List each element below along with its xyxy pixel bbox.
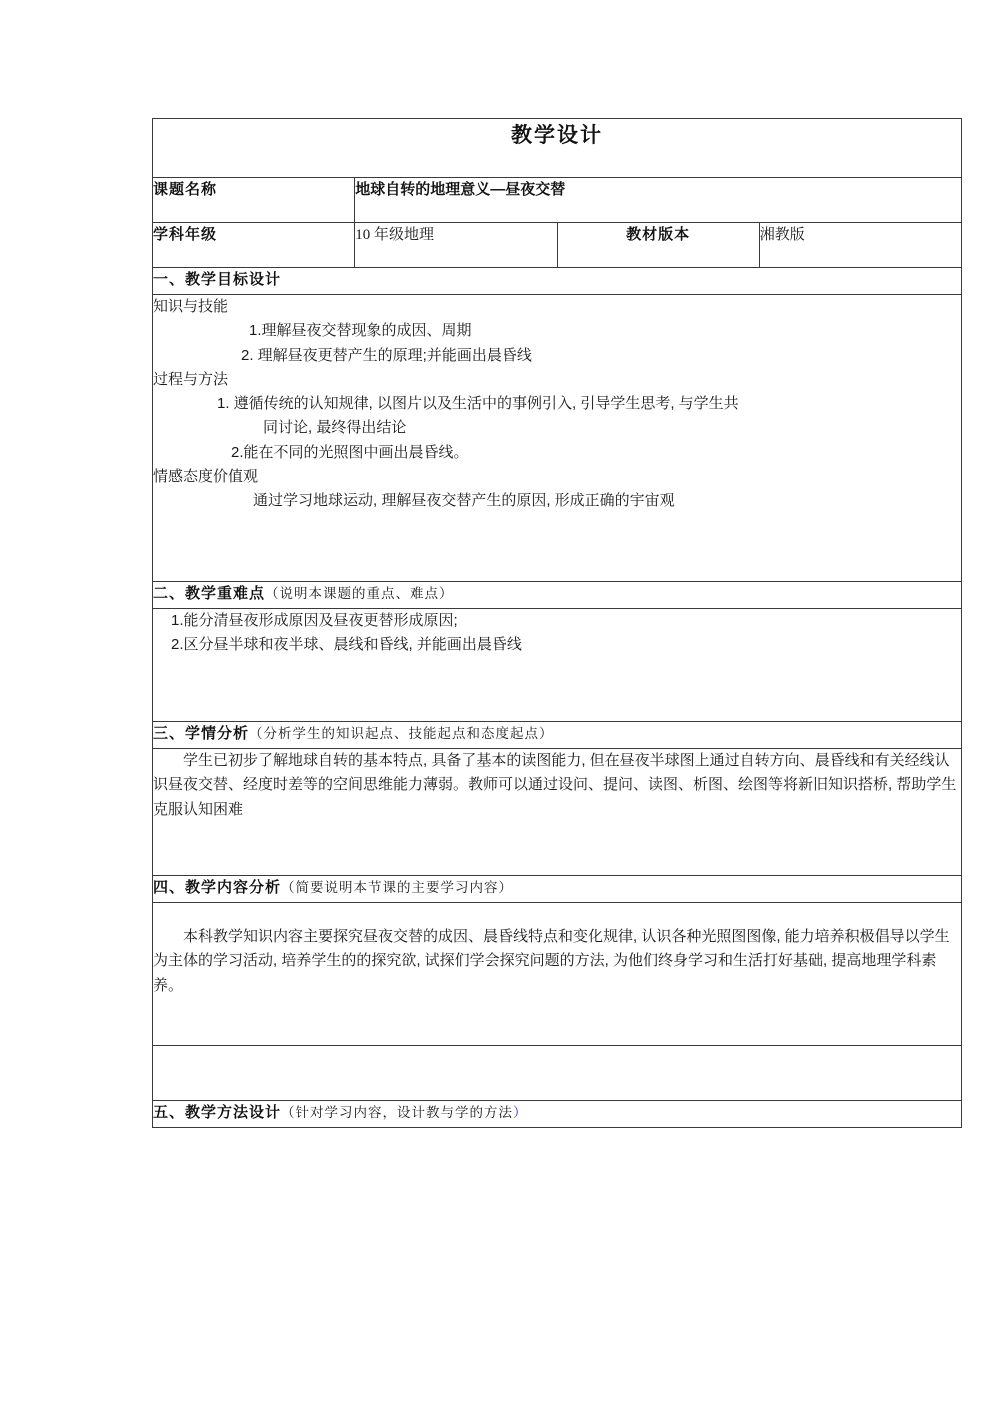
table-row bbox=[153, 295, 962, 582]
topic-label-cell bbox=[153, 178, 355, 223]
section-heading-text: 一、教学目标设计 bbox=[153, 271, 282, 288]
textbook-label: 教材版本 bbox=[626, 226, 691, 243]
lesson-plan-table bbox=[152, 118, 962, 1128]
section-heading-student-analysis bbox=[153, 722, 962, 749]
objectives-item-continued: 同讨论, 最终得出结论 bbox=[263, 419, 407, 437]
table-row bbox=[153, 582, 962, 609]
table-row bbox=[153, 178, 962, 223]
topic-value: 地球自转的地理意义—昼夜交替 bbox=[355, 181, 566, 198]
grade-value: 10 年级地理 bbox=[355, 227, 435, 243]
grade-label: 学科年级 bbox=[153, 226, 218, 243]
section-heading-note: （简要说明本节课的主要学习内容） bbox=[281, 880, 514, 895]
key-point-line: 1.能分清昼夜形成原因及昼夜更替形成原因; bbox=[171, 612, 458, 629]
table-row bbox=[153, 722, 962, 749]
section-heading-note-open: （针对学习内容，设计教与学的方法 bbox=[281, 1105, 514, 1120]
key-point-line: 2.区分昼半球和夜半球、晨线和昏线, 并能画出晨昏线 bbox=[171, 636, 522, 654]
page-title: 教学设计 bbox=[511, 124, 603, 147]
objectives-item: 1. 遵循传统的认知规律, 以图片以及生活中的事例引入, 引导学生思考, 与学生共 bbox=[217, 395, 739, 413]
student-analysis-paragraph: 学生已初步了解地球自转的基本特点, 具备了基本的读图能力, 但在昼夜半球图上通过自转方向、晨昏线和有关经线认识昼夜交替、经度时差等的空间思维能力薄弱。教师可以通过设问、提问、读图、析图、绘图等将新旧知识搭桥, 帮助学生克服认知困难 bbox=[153, 752, 957, 818]
topic-label: 课题名称 bbox=[153, 181, 218, 198]
textbook-value: 湘教版 bbox=[759, 227, 805, 243]
section-heading-content-analysis bbox=[153, 876, 962, 903]
objectives-subhead-attitude: 情感态度价值观 bbox=[153, 468, 259, 486]
objectives-item: 2. 理解昼夜更替产生的原理;并能画出晨昏线 bbox=[241, 346, 532, 364]
section-heading-text: 三、学情分析 bbox=[153, 725, 250, 742]
student-analysis-body bbox=[153, 749, 962, 876]
section-heading-key-points bbox=[153, 582, 962, 609]
objectives-subhead-knowledge: 知识与技能 bbox=[153, 298, 229, 315]
spacer bbox=[153, 903, 961, 925]
objectives-body bbox=[153, 295, 962, 582]
table-row bbox=[153, 119, 962, 178]
table-row bbox=[153, 749, 962, 876]
key-points-body bbox=[153, 609, 962, 722]
content-analysis-paragraph: 本科教学知识内容主要探究昼夜交替的成因、晨昏线特点和变化规律, 认识各种光照图图像, 能力培养积极倡导以学生为主体的学习活动, 培养学生的的探究欲, 试探们学会探究问题的方法, 为他们终身学习和生活打好基础, 提高地理学科素养。 bbox=[153, 928, 950, 994]
objectives-item: 2.能在不同的光照图中画出晨昏线。 bbox=[231, 443, 469, 461]
objectives-subhead-process: 过程与方法 bbox=[153, 370, 229, 388]
title-cell bbox=[153, 119, 962, 178]
section-heading-text: 五、教学方法设计 bbox=[153, 1104, 282, 1121]
table-row bbox=[153, 876, 962, 903]
table-row bbox=[153, 268, 962, 295]
section-heading-note: （分析学生的知识起点、技能起点和态度起点） bbox=[249, 726, 554, 741]
objectives-item: 1.理解昼夜交替现象的成因、周期 bbox=[249, 322, 472, 340]
table-row bbox=[153, 903, 962, 1046]
table-row bbox=[153, 1046, 962, 1101]
section-heading-note: （说明本课题的重点、难点） bbox=[265, 586, 454, 601]
topic-value-cell bbox=[355, 178, 962, 223]
section-heading-text: 四、教学内容分析 bbox=[153, 879, 282, 896]
objectives-item: 通过学习地球运动, 理解昼夜交替产生的原因, 形成正确的宇宙观 bbox=[253, 492, 675, 510]
content-analysis-body bbox=[153, 903, 962, 1046]
section-heading-teaching-methods bbox=[153, 1101, 962, 1128]
table-row bbox=[153, 223, 962, 268]
table-row bbox=[153, 1101, 962, 1128]
section-heading-text: 二、教学重难点 bbox=[153, 585, 266, 602]
blank-row bbox=[153, 1046, 962, 1101]
table-row bbox=[153, 609, 962, 722]
textbook-value-cell bbox=[759, 223, 961, 268]
grade-value-cell bbox=[355, 223, 557, 268]
section-heading-objectives bbox=[153, 268, 962, 295]
section-heading-note-close: ） bbox=[513, 1105, 528, 1120]
grade-label-cell bbox=[153, 223, 355, 268]
textbook-label-cell bbox=[557, 223, 759, 268]
